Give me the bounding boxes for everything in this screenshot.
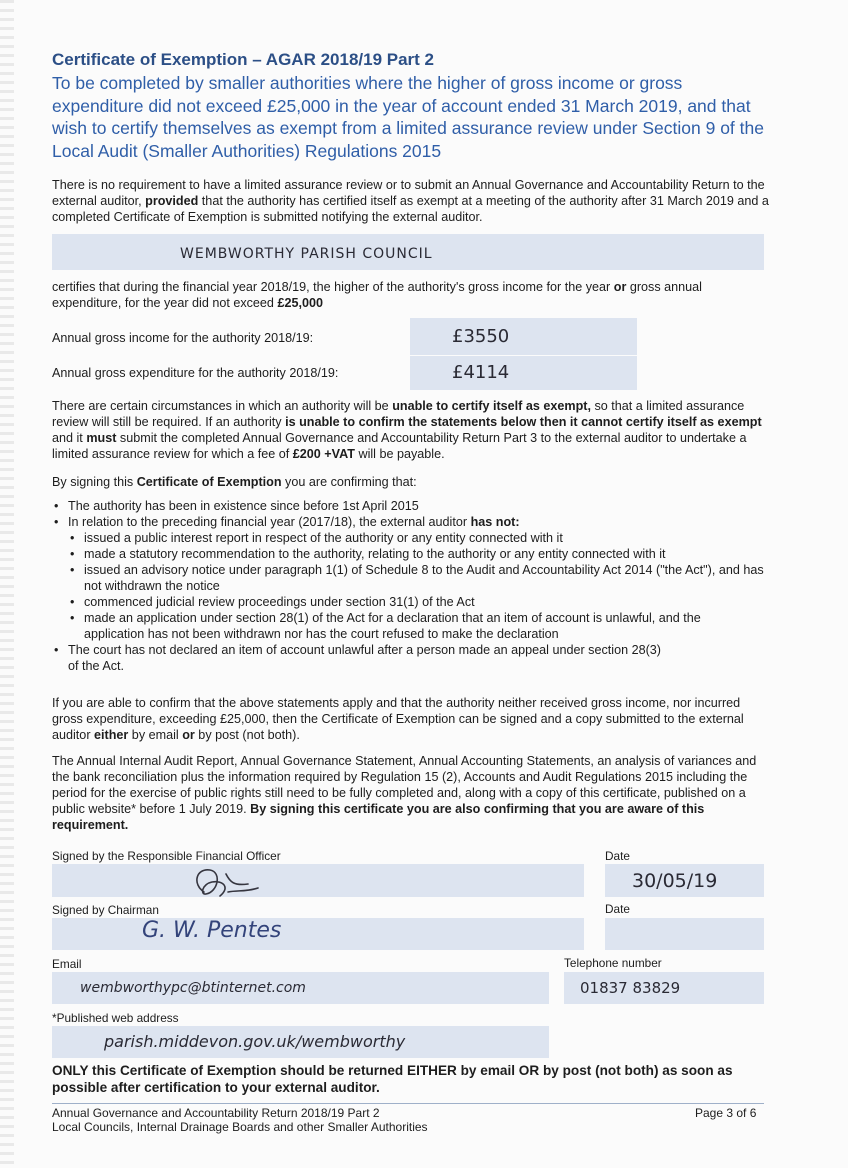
phone-value: 01837 83829 bbox=[580, 979, 681, 997]
chairman-date-field[interactable] bbox=[605, 918, 764, 950]
footer-line-1: Annual Governance and Accountability Return 2018/19 Part 2 bbox=[52, 1106, 380, 1120]
document-title: Certificate of Exemption – AGAR 2018/19 Part 2 bbox=[52, 50, 435, 69]
email-value: wembworthypc@btinternet.com bbox=[80, 980, 306, 996]
page-number: Page 3 of 6 bbox=[695, 1106, 757, 1120]
web-address-value: parish.middevon.gov.uk/wembworthy bbox=[104, 1032, 406, 1051]
audit-paragraph: The Annual Internal Audit Report, Annual Governance Statement, Annual Accounting Statements, an analysis of variances and the bank reconciliation plus the information required by Regulation 15 (2), Accounts and Audit Regulations 2015 including the period for the exercise of public rights still need to be fully completed and, along with a copy of this certificate, published on a public website* before 1 July 2019. By signing this certificate you are also confirming that you are aware of this requirement. bbox=[52, 754, 757, 832]
list-item: • made a statutory recommendation to the authority, relating to the authority or any entity connected with it bbox=[68, 546, 764, 562]
chairman-signature-field[interactable] bbox=[52, 918, 584, 950]
expenditure-field[interactable] bbox=[410, 356, 637, 390]
return-notice: ONLY this Certificate of Exemption should be returned EITHER by email OR by post (not both) as soon as possible after certification to your external auditor. bbox=[52, 1063, 733, 1095]
income-label: Annual gross income for the authority 2018/19: bbox=[52, 331, 314, 345]
rfo-signature-mark bbox=[190, 862, 270, 902]
conditions-list bbox=[52, 498, 764, 674]
certifies-paragraph: certifies that during the financial year 2018/19, the higher of the authority's gross income for the year or gross annual expenditure, for the year did not exceed £25,000 bbox=[52, 280, 702, 310]
chairman-signature-label: Signed by Chairman bbox=[52, 903, 159, 917]
list-item: • The authority has been in existence since before 1st April 2015 bbox=[52, 498, 764, 514]
signing-paragraph: By signing this Certificate of Exemption you are confirming that: bbox=[52, 475, 417, 489]
footer-line-2: Local Councils, Internal Drainage Boards and other Smaller Authorities bbox=[52, 1120, 428, 1134]
footer-divider bbox=[52, 1103, 764, 1104]
rfo-signature-label: Signed by the Responsible Financial Officer bbox=[52, 849, 281, 863]
chairman-signature-value: G. W. Pentes bbox=[142, 918, 282, 943]
intro-paragraph: There is no requirement to have a limited assurance review or to submit an Annual Governance and Accountability Return to the external auditor, provided that the authority has certified itself as exempt at a meeting of the authority after 31 March 2019 and a completed Certificate of Exemption is submitted notifying the external auditor. bbox=[52, 178, 769, 224]
chairman-date-label: Date bbox=[605, 902, 630, 916]
footer-text bbox=[52, 1106, 428, 1134]
confirm-paragraph: If you are able to confirm that the above statements apply and that the authority neither received gross income, nor incurred gross expenditure, exceeding £25,000, then the Certificate of Exemption can be signed and a copy submitted to the external auditor either by email or by post (not both). bbox=[52, 696, 744, 742]
list-item: • issued an advisory notice under paragraph 1(1) of Schedule 8 to the Audit and Accountability Act 2014 ("the Act"), and has not withdrawn the notice bbox=[68, 562, 764, 594]
phone-label: Telephone number bbox=[564, 956, 662, 970]
authority-name-value: WEMBWORTHY PARISH COUNCIL bbox=[180, 246, 433, 262]
document-subtitle: To be completed by smaller authorities where the higher of gross income or gross expenditure did not exceed £25,000 in the year of account ended 31 March 2019, and that wish to certify themselves as exempt from a limited assurance review under Section 9 of the Local Audit (Smaller Authorities) Regulations 2015 bbox=[52, 73, 764, 161]
expenditure-label: Annual gross expenditure for the authority 2018/19: bbox=[52, 366, 339, 380]
list-item: • The court has not declared an item of account unlawful after a person made an appeal under section 28(3) of the Act. bbox=[52, 642, 764, 674]
web-address-label: *Published web address bbox=[52, 1011, 179, 1025]
list-item: • In relation to the preceding financial year (2017/18), the external auditor has not: • issued a public interest report in respect of the authority or any entity connected with it • made a statutory recommendation to the authority, relating to the authority or any entity connected with it • issued an advisory notice under paragraph 1(1) of Schedule 8 to the Audit and Accountability Act 2014 ("the Act"), and has not withdrawn the notice • commenced judicial review proceedings under section 31(1) of the Act • made an application under section 28(1) of the Act for a declaration that an item of account is unlawful, and the application has not been withdrawn nor has the court refused to make the declaration bbox=[52, 514, 764, 642]
list-item: • made an application under section 28(1) of the Act for a declaration that an item of account is unlawful, and the application has not been withdrawn nor has the court refused to make the declaration bbox=[68, 610, 764, 642]
income-field[interactable] bbox=[410, 318, 637, 355]
scanned-paper-edge bbox=[0, 0, 14, 1168]
circumstances-paragraph: There are certain circumstances in which an authority will be unable to certify itself as exempt, so that a limited assurance review will still be required. If an authority is unable to confirm the statements below then it cannot certify itself as exempt and it must submit the completed Annual Governance and Accountability Return Part 3 to the external auditor to undertake a limited assurance review for which a fee of £200 +VAT will be payable. bbox=[52, 399, 762, 461]
expenditure-value: £4114 bbox=[452, 362, 510, 383]
list-item: • issued a public interest report in respect of the authority or any entity connected with it bbox=[68, 530, 764, 546]
rfo-date-label: Date bbox=[605, 849, 630, 863]
rfo-signature-field[interactable] bbox=[52, 864, 584, 897]
rfo-date-value: 30/05/19 bbox=[632, 870, 718, 892]
email-label: Email bbox=[52, 957, 82, 971]
income-value: £3550 bbox=[452, 326, 510, 347]
list-item: • commenced judicial review proceedings under section 31(1) of the Act bbox=[68, 594, 764, 610]
